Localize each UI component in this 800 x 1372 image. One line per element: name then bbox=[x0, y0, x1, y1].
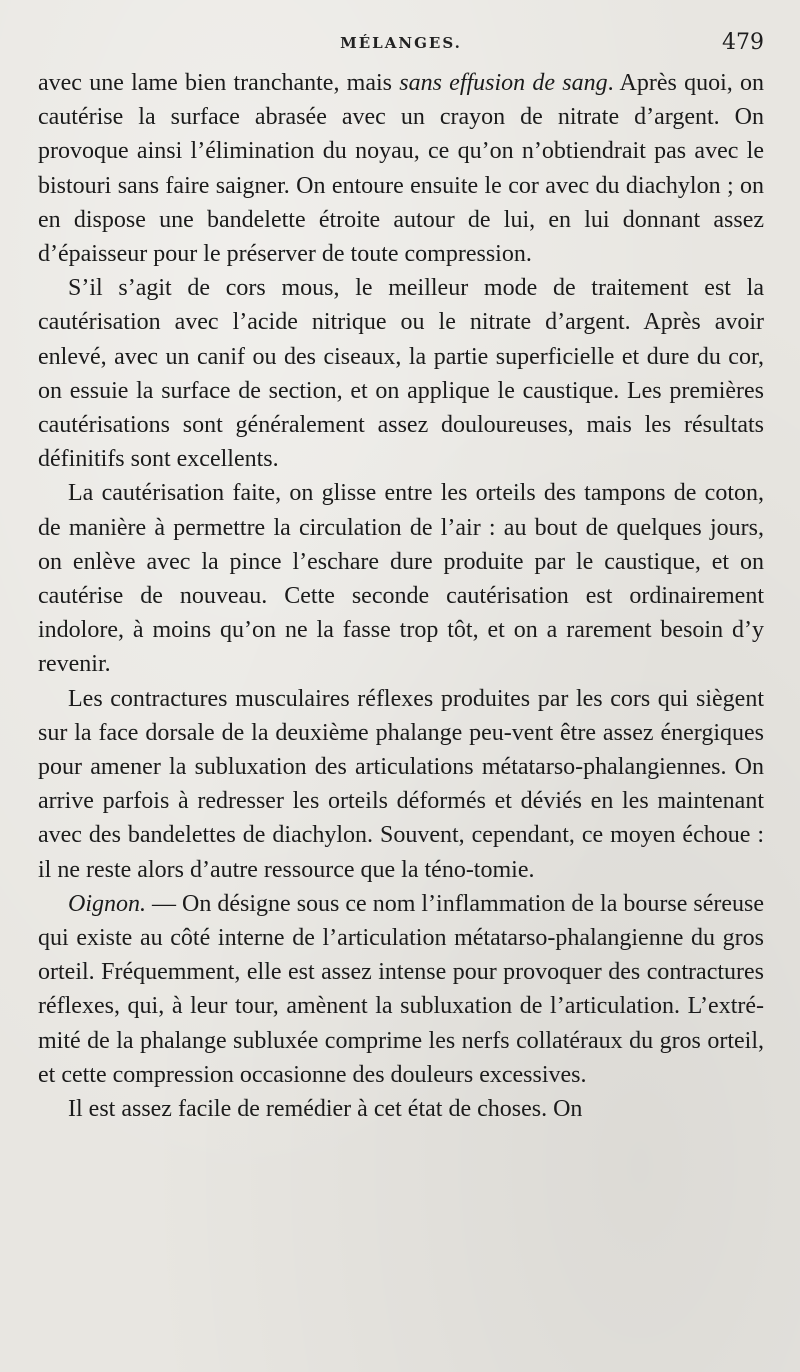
text-run: — On désigne sous ce nom l’inflammation de la bourse séreuse qui existe au côté interne de l’articulation métatarso-phalangienne du gros orteil. Fréquemment, elle est assez intense pour provoquer des contractures réflexes, qui, à leur tour, amènent la subluxation de l’articulation. L’extré-mité de la phalange subluxée comprime les nerfs collatéraux du gros orteil, et cette compression occasionne des douleurs excessives. bbox=[38, 890, 764, 1088]
paragraph-6 bbox=[38, 1092, 764, 1126]
page-number: 479 bbox=[722, 30, 764, 55]
running-head bbox=[38, 26, 764, 66]
paragraph-1 bbox=[38, 66, 764, 271]
text-run: S’il s’agit de cors mous, le meilleur mode de traitement est la cautérisation avec l’acide nitrique ou le nitrate d’argent. Après avoir enlevé, avec un canif ou des ciseaux, la partie superficielle et dure du cor, on essuie la surface de section, et on applique le caustique. Les premières cautérisations sont généralement assez douloureuses, mais les résultats définitifs sont excellents. bbox=[38, 275, 764, 473]
paragraph-3 bbox=[38, 476, 764, 681]
running-title: MÉLANGES. bbox=[340, 34, 462, 52]
text-run: Les contractures musculaires réflexes produites par les cors qui siègent sur la face dorsale de la deuxième phalange peu-vent être assez énergiques pour amener la subluxation des articulations métatarso-phalangiennes. On arrive parfois à redresser les orteils déformés et déviés en les maintenant avec des bandelettes de diachylon. Souvent, cependant, ce moyen échoue : il ne reste alors d’autre ressource que la téno-tomie. bbox=[38, 685, 764, 883]
text-run: . Après quoi, on cautérise la surface abrasée avec un crayon de nitrate d’argent. On provoque ainsi l’élimination du noyau, ce qu’on n’obtiendrait pas avec le bistouri sans faire saigner. On entoure ensuite le cor avec du diachylon ; on en dispose une bandelette étroite autour de lui, en lui donnant assez d’épaisseur pour le préserver de toute compression. bbox=[38, 70, 764, 268]
paragraph-5 bbox=[38, 887, 764, 1092]
paragraph-4 bbox=[38, 682, 764, 887]
text-run: La cautérisation faite, on glisse entre les orteils des tampons de coton, de manière à permettre la circulation de l’air : au bout de quelques jours, on enlève avec la pince l’eschare dure produite par le caustique, et on cautérise de nouveau. Cette seconde cautérisation est ordinairement indolore, à moins qu’on ne la fasse trop tôt, et on a rarement besoin d’y revenir. bbox=[38, 480, 764, 678]
body-text bbox=[38, 66, 764, 1126]
text-run: Il est assez facile de remédier à cet état de choses. On bbox=[68, 1096, 583, 1123]
italic-phrase: sans effusion de sang bbox=[399, 70, 608, 96]
text-run: avec une lame bien tranchante, mais bbox=[38, 70, 400, 96]
section-heading-oignon: Oignon. bbox=[68, 890, 146, 917]
paragraph-2 bbox=[38, 271, 764, 476]
